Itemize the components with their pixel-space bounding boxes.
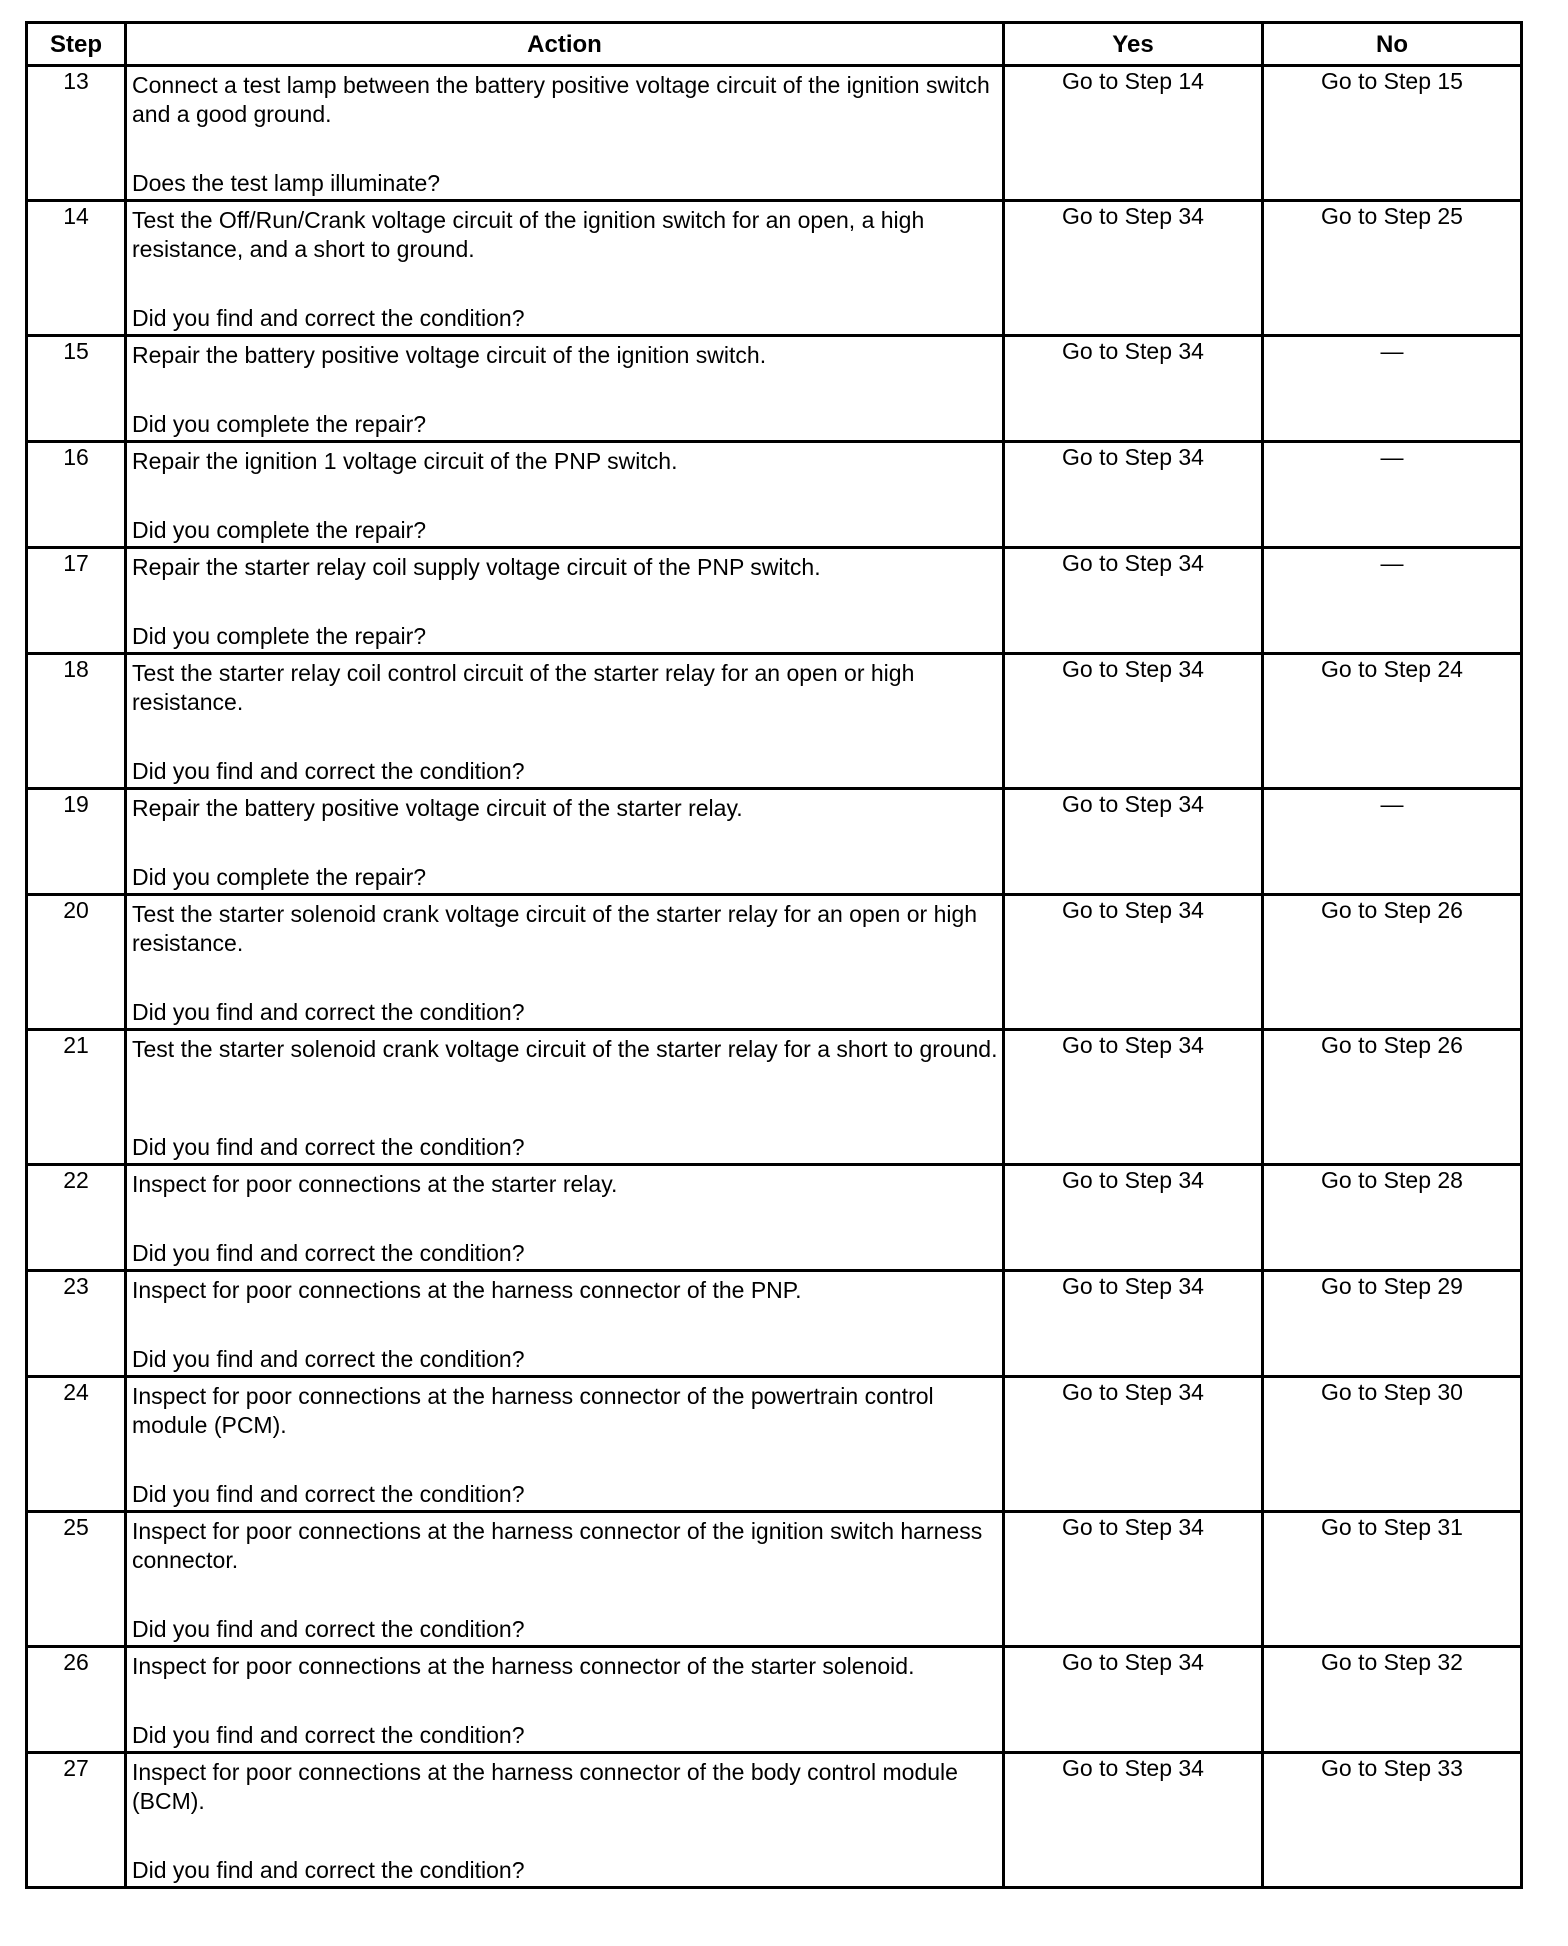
yes-result: Go to Step 34 [1062, 1032, 1204, 1058]
no-cell [1263, 1271, 1522, 1377]
table-row [27, 548, 1522, 654]
no-cell [1263, 1753, 1522, 1888]
action-question: Did you find and correct the condition? [132, 1857, 525, 1883]
no-cell [1263, 789, 1522, 895]
step-number: 19 [27, 789, 126, 895]
yes-result: Go to Step 14 [1062, 68, 1204, 94]
action-question: Does the test lamp illuminate? [132, 170, 441, 196]
action-cell [126, 336, 1004, 442]
action-cell [126, 548, 1004, 654]
action-question: Did you find and correct the condition? [132, 1722, 525, 1748]
diagnostic-table [25, 21, 1523, 1889]
yes-result: Go to Step 34 [1062, 1379, 1204, 1405]
action-cell [126, 654, 1004, 789]
action-text: Inspect for poor connections at the harness connector of the powertrain control module (PCM). [132, 1383, 934, 1438]
table-row [27, 442, 1522, 548]
table-row [27, 654, 1522, 789]
action-cell [126, 1753, 1004, 1888]
yes-result: Go to Step 34 [1062, 203, 1204, 229]
yes-result: Go to Step 34 [1062, 550, 1204, 576]
action-text: Test the starter relay coil control circuit of the starter relay for an open or high resistance. [132, 660, 915, 715]
yes-cell [1004, 1647, 1263, 1753]
action-question: Did you find and correct the condition? [132, 305, 525, 331]
step-number: 14 [27, 201, 126, 336]
yes-cell [1004, 442, 1263, 548]
no-cell [1263, 1647, 1522, 1753]
action-text: Connect a test lamp between the battery positive voltage circuit of the ignition switch and a good ground. [132, 72, 990, 127]
no-result: — [1380, 791, 1404, 817]
yes-result: Go to Step 34 [1062, 1514, 1204, 1540]
step-number: 16 [27, 442, 126, 548]
action-text: Repair the starter relay coil supply voltage circuit of the PNP switch. [132, 554, 821, 580]
table-row [27, 1271, 1522, 1377]
yes-result: Go to Step 34 [1062, 1273, 1204, 1299]
no-result: Go to Step 25 [1321, 203, 1463, 229]
action-text: Test the starter solenoid crank voltage circuit of the starter relay for a short to ground. [132, 1036, 998, 1062]
header-no: No [1263, 23, 1522, 66]
action-question: Did you complete the repair? [132, 623, 427, 649]
step-number: 18 [27, 654, 126, 789]
table-row [27, 1165, 1522, 1271]
no-result: Go to Step 15 [1321, 68, 1463, 94]
action-question: Did you find and correct the condition? [132, 758, 525, 784]
yes-result: Go to Step 34 [1062, 1755, 1204, 1781]
header-action: Action [126, 23, 1004, 66]
action-question: Did you complete the repair? [132, 864, 427, 890]
step-number: 26 [27, 1647, 126, 1753]
yes-result: Go to Step 34 [1062, 897, 1204, 923]
no-cell [1263, 1377, 1522, 1512]
action-question: Did you find and correct the condition? [132, 1346, 525, 1372]
step-number: 24 [27, 1377, 126, 1512]
header-yes: Yes [1004, 23, 1263, 66]
no-cell [1263, 336, 1522, 442]
table-row [27, 336, 1522, 442]
action-question: Did you find and correct the condition? [132, 999, 525, 1025]
table-row [27, 1647, 1522, 1753]
yes-cell [1004, 336, 1263, 442]
action-cell [126, 1377, 1004, 1512]
no-result: Go to Step 31 [1321, 1514, 1463, 1540]
action-text: Repair the battery positive voltage circuit of the starter relay. [132, 795, 743, 821]
no-result: Go to Step 33 [1321, 1755, 1463, 1781]
action-cell [126, 895, 1004, 1030]
step-number: 25 [27, 1512, 126, 1647]
table-row [27, 66, 1522, 201]
no-result: Go to Step 26 [1321, 897, 1463, 923]
yes-cell [1004, 1165, 1263, 1271]
no-cell [1263, 201, 1522, 336]
action-text: Inspect for poor connections at the harness connector of the body control module (BCM). [132, 1759, 958, 1814]
no-result: — [1380, 550, 1404, 576]
table-row [27, 1377, 1522, 1512]
step-number: 21 [27, 1030, 126, 1165]
no-cell [1263, 548, 1522, 654]
action-question: Did you complete the repair? [132, 517, 427, 543]
no-result: Go to Step 32 [1321, 1649, 1463, 1675]
action-cell [126, 442, 1004, 548]
header-step: Step [27, 23, 126, 66]
no-cell [1263, 895, 1522, 1030]
yes-cell [1004, 66, 1263, 201]
action-text: Test the starter solenoid crank voltage circuit of the starter relay for an open or high resistance. [132, 901, 978, 956]
no-result: Go to Step 29 [1321, 1273, 1463, 1299]
yes-result: Go to Step 34 [1062, 1649, 1204, 1675]
yes-result: Go to Step 34 [1062, 791, 1204, 817]
table-row [27, 201, 1522, 336]
step-number: 20 [27, 895, 126, 1030]
yes-cell [1004, 548, 1263, 654]
action-cell [126, 1271, 1004, 1377]
no-result: — [1380, 338, 1404, 364]
yes-cell [1004, 789, 1263, 895]
no-cell [1263, 1512, 1522, 1647]
yes-cell [1004, 1512, 1263, 1647]
no-cell [1263, 654, 1522, 789]
no-cell [1263, 442, 1522, 548]
action-text: Repair the battery positive voltage circuit of the ignition switch. [132, 342, 767, 368]
action-cell [126, 1512, 1004, 1647]
yes-cell [1004, 895, 1263, 1030]
action-cell [126, 201, 1004, 336]
action-text: Test the Off/Run/Crank voltage circuit of the ignition switch for an open, a high resistance, and a short to ground. [132, 207, 925, 262]
yes-result: Go to Step 34 [1062, 338, 1204, 364]
no-result: Go to Step 24 [1321, 656, 1463, 682]
action-cell [126, 1165, 1004, 1271]
action-question: Did you find and correct the condition? [132, 1616, 525, 1642]
table-row [27, 895, 1522, 1030]
table-row [27, 1030, 1522, 1165]
action-text: Repair the ignition 1 voltage circuit of the PNP switch. [132, 448, 678, 474]
no-cell [1263, 66, 1522, 201]
action-cell [126, 1030, 1004, 1165]
no-cell [1263, 1165, 1522, 1271]
no-result: Go to Step 28 [1321, 1167, 1463, 1193]
yes-result: Go to Step 34 [1062, 1167, 1204, 1193]
step-number: 27 [27, 1753, 126, 1888]
table-row [27, 1753, 1522, 1888]
action-cell [126, 789, 1004, 895]
action-cell [126, 1647, 1004, 1753]
action-question: Did you complete the repair? [132, 411, 427, 437]
action-question: Did you find and correct the condition? [132, 1481, 525, 1507]
table-row [27, 789, 1522, 895]
action-cell [126, 66, 1004, 201]
step-number: 23 [27, 1271, 126, 1377]
step-number: 13 [27, 66, 126, 201]
yes-cell [1004, 1377, 1263, 1512]
step-number: 15 [27, 336, 126, 442]
step-number: 17 [27, 548, 126, 654]
table-row [27, 1512, 1522, 1647]
step-number: 22 [27, 1165, 126, 1271]
action-text: Inspect for poor connections at the harness connector of the ignition switch harness connector. [132, 1518, 983, 1573]
yes-result: Go to Step 34 [1062, 444, 1204, 470]
yes-cell [1004, 201, 1263, 336]
action-text: Inspect for poor connections at the harness connector of the PNP. [132, 1277, 802, 1303]
yes-cell [1004, 1030, 1263, 1165]
yes-cell [1004, 1271, 1263, 1377]
action-question: Did you find and correct the condition? [132, 1134, 525, 1160]
action-text: Inspect for poor connections at the harness connector of the starter solenoid. [132, 1653, 915, 1679]
yes-result: Go to Step 34 [1062, 656, 1204, 682]
yes-cell [1004, 1753, 1263, 1888]
action-question: Did you find and correct the condition? [132, 1240, 525, 1266]
action-text: Inspect for poor connections at the starter relay. [132, 1171, 618, 1197]
yes-cell [1004, 654, 1263, 789]
no-cell [1263, 1030, 1522, 1165]
no-result: — [1380, 444, 1404, 470]
no-result: Go to Step 30 [1321, 1379, 1463, 1405]
no-result: Go to Step 26 [1321, 1032, 1463, 1058]
header-row [27, 23, 1522, 66]
